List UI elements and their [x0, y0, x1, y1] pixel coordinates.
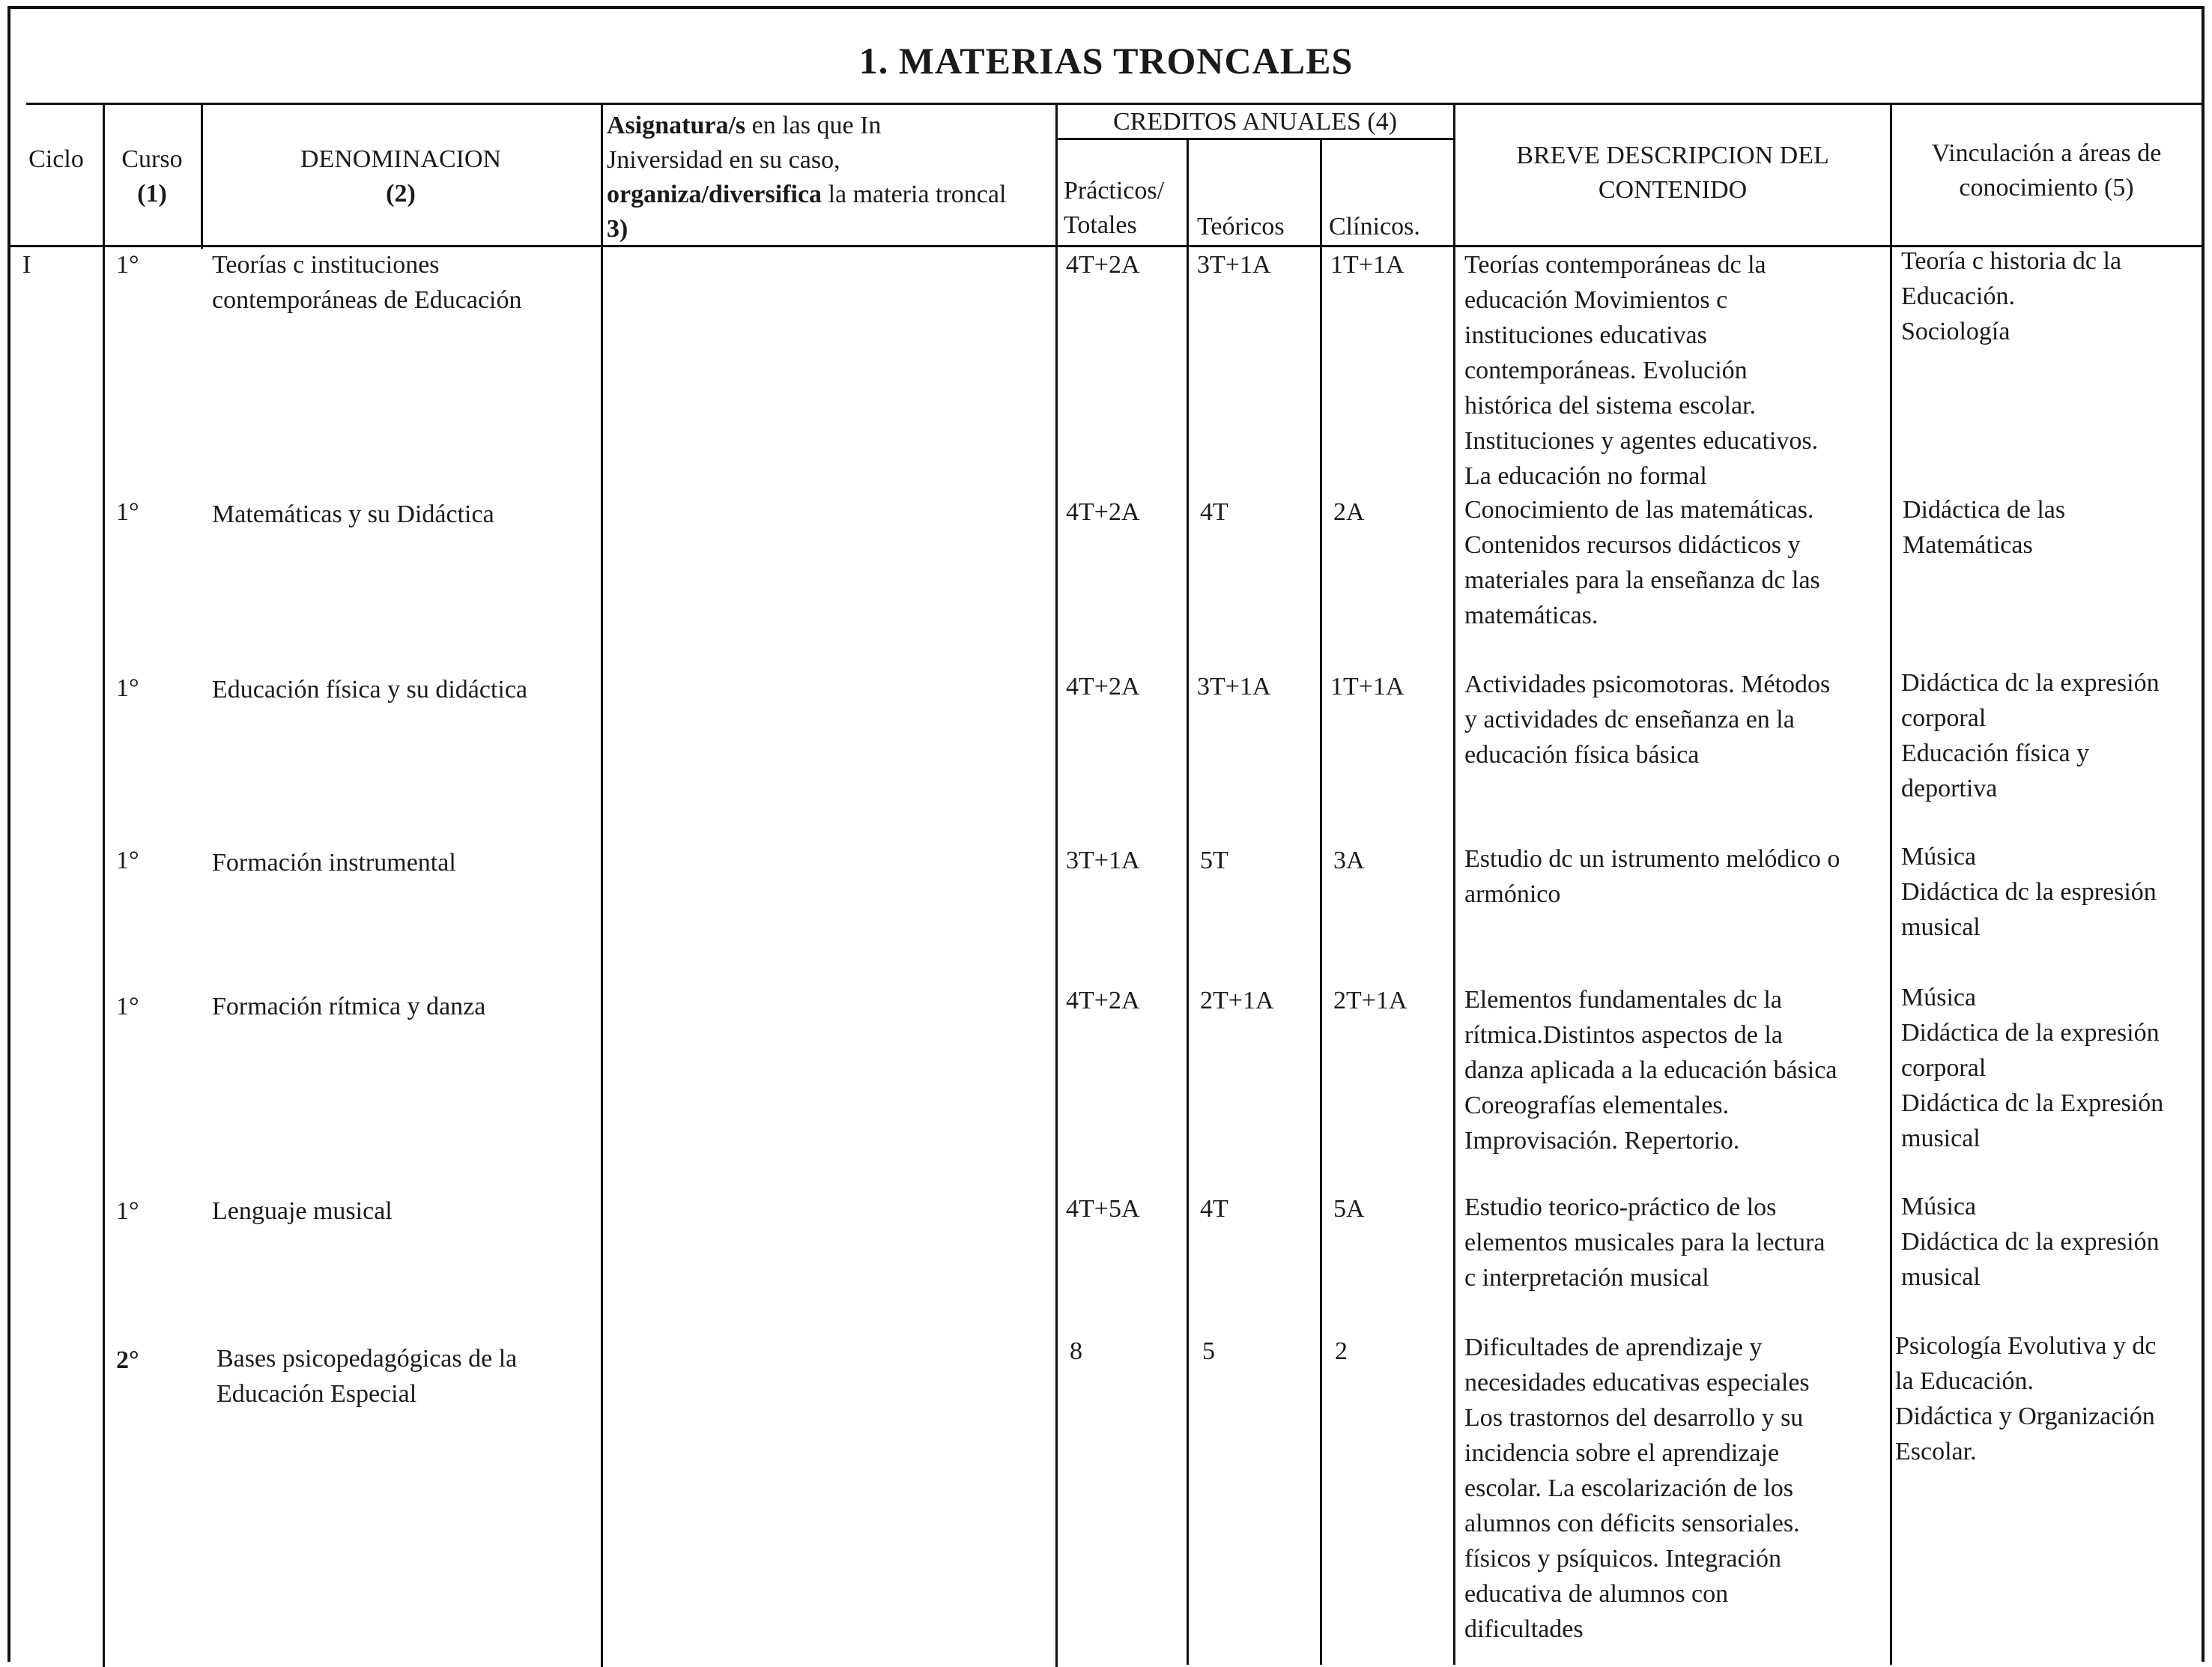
header-creditos-anuales: CREDITOS ANUALES (4): [1112, 108, 1398, 136]
row-6-areas: Música Didáctica dc la expresión musical: [1901, 1193, 2160, 1291]
row-1-creditos-clinicos: 1T+1A: [1330, 251, 1405, 279]
header-curso: [105, 142, 199, 211]
header-vinculacion-line-2: conocimiento (5): [1959, 174, 2134, 202]
header-asignaturas-text-3: la materia troncal: [822, 181, 1007, 208]
row-1-creditos-totales: 4T+2A: [1066, 251, 1140, 279]
row-4-denominacion: Formación instrumental: [212, 849, 456, 877]
header-denominacion-number: (2): [386, 180, 416, 208]
header-teoricos: Teóricos: [1197, 213, 1285, 240]
header-asignaturas: [607, 109, 1050, 246]
row-7-denominacion: Bases psicopedagógicas de la Educación Especial: [216, 1345, 518, 1408]
row-4-creditos-teoricos: 5T: [1200, 847, 1228, 874]
col-divider-areas: [1890, 103, 1892, 1665]
row-7-curso: 2°: [116, 1346, 139, 1374]
row-5-denominacion: Formación rítmica y danza: [212, 993, 486, 1020]
row-2-descripcion: Conocimiento de las matemáticas. Contenidos recursos didácticos y materiales para la enseñanza dc las matemáticas.: [1464, 496, 1820, 629]
row-3-curso: 1°: [116, 674, 139, 702]
header-descripcion-line-1: BREVE DESCRIPCION DEL: [1516, 142, 1829, 169]
header-asignaturas-line-2: Jniversidad en su caso,: [607, 146, 840, 174]
row-3-denominacion: Educación física y su didáctica: [212, 676, 528, 704]
row-4-creditos-totales: 3T+1A: [1066, 847, 1140, 874]
header-practicos-line-2: Totales: [1064, 211, 1137, 239]
row-1-denominacion: Teorías c instituciones contemporáneas de Educación: [212, 251, 522, 314]
row-6-curso: 1°: [116, 1197, 139, 1225]
header-vinculacion-line-1: Vinculación a áreas de: [1931, 139, 2162, 167]
col-divider-asignaturas: [601, 105, 603, 1667]
row-1-creditos-teoricos: 3T+1A: [1197, 251, 1271, 279]
header-asignaturas-line-3: [607, 178, 1050, 212]
row-2-areas: Didáctica de las Matemáticas: [1903, 496, 2066, 559]
row-4-areas: Música Didáctica dc la espresión musical: [1901, 843, 2157, 941]
col-divider-curso: [103, 105, 105, 1667]
row-7-creditos-clinicos: 2: [1335, 1337, 1348, 1365]
header-asignaturas-bold-1: Asignatura/s: [607, 112, 746, 139]
header-denominacion: [202, 142, 599, 211]
col-divider-teoricos: [1187, 140, 1189, 1665]
header-denominacion-label: DENOMINACION: [300, 145, 502, 173]
header-practicos-totales: [1064, 174, 1164, 243]
row-3-creditos-clinicos: 1T+1A: [1330, 673, 1405, 701]
row-1-descripcion: Teorías contemporáneas dc la educación Movimientos c instituciones educativas contemporáneas. Evolución histórica del sistema escolar. Instituciones y agentes educativos. La educación no formal: [1464, 251, 1819, 490]
row-5-creditos-teoricos: 2T+1A: [1200, 987, 1274, 1014]
row-5-creditos-totales: 4T+2A: [1066, 987, 1140, 1014]
header-asignaturas-bold-3: organiza/diversifica: [607, 181, 822, 208]
header-vinculacion: [1893, 136, 2200, 205]
row-3-descripcion: Actividades psicomotoras. Métodos y actividades dc enseñanza en la educación física básica: [1464, 671, 1831, 769]
header-asignaturas-line-4: 3): [607, 215, 628, 243]
row-6-descripcion: Estudio teorico-práctico de los elementos musicales para la lectura c interpretación musical: [1464, 1193, 1825, 1292]
header-asignaturas-line-1: [607, 109, 1050, 143]
row-3-areas: Didáctica dc la expresión corporal Educación física y deportiva: [1901, 669, 2160, 802]
row-1-ciclo: I: [22, 251, 31, 279]
header-descripcion: [1456, 139, 1889, 208]
row-2-creditos-totales: 4T+2A: [1066, 498, 1140, 526]
row-3-creditos-teoricos: 3T+1A: [1197, 673, 1271, 701]
row-7-creditos-totales: 8: [1070, 1337, 1082, 1365]
col-divider-clinicos: [1320, 140, 1322, 1665]
document-title: 1. MATERIAS TRONCALES: [858, 40, 1354, 82]
row-6-creditos-teoricos: 4T: [1200, 1195, 1228, 1223]
row-2-creditos-teoricos: 4T: [1200, 498, 1228, 526]
row-6-creditos-totales: 4T+5A: [1066, 1195, 1140, 1223]
header-curso-label: Curso: [121, 145, 183, 173]
row-2-curso: 1°: [116, 498, 139, 526]
row-3-creditos-totales: 4T+2A: [1066, 673, 1140, 701]
header-curso-number: (1): [137, 180, 167, 208]
header-descripcion-line-2: CONTENIDO: [1598, 176, 1748, 204]
row-7-areas: Psicología Evolutiva y dc la Educación. Didáctica y Organización Escolar.: [1895, 1332, 2157, 1465]
row-5-areas: Música Didáctica de la expresión corporal Didáctica dc la Expresión musical: [1901, 984, 2164, 1152]
row-4-curso: 1°: [116, 847, 139, 874]
row-7-creditos-teoricos: 5: [1202, 1337, 1215, 1365]
header-ciclo: [10, 142, 102, 177]
header-practicos-line-1: Prácticos/: [1064, 177, 1165, 205]
header-ciclo-label: Ciclo: [28, 145, 84, 173]
col-divider-totales: [1055, 105, 1058, 1667]
row-4-creditos-clinicos: 3A: [1333, 847, 1365, 874]
row-4-descripcion: Estudio dc un istrumento melódico o armónico: [1464, 845, 1840, 908]
col-divider-descripcion: [1453, 103, 1455, 1665]
row-5-creditos-clinicos: 2T+1A: [1333, 987, 1408, 1014]
row-5-curso: 1°: [116, 993, 139, 1020]
row-2-creditos-clinicos: 2A: [1333, 498, 1365, 526]
row-1-areas: Teoría c historia dc la Educación. Sociología: [1901, 247, 2122, 345]
row-1-curso: 1°: [116, 251, 139, 279]
row-5-descripcion: Elementos fundamentales dc la rítmica.Distintos aspectos de la danza aplicada a la educación básica Coreografías elementales. Improvisación. Repertorio.: [1464, 986, 1837, 1155]
row-6-creditos-clinicos: 5A: [1333, 1195, 1365, 1223]
header-asignaturas-text-1: en las que In: [745, 112, 882, 139]
row-7-descripcion: Dificultades de aprendizaje y necesidades educativas especiales Los trastornos del desarrollo y su incidencia sobre el aprendizaje escolar. La escolarización de los alumnos con déficits sensoriales. físicos y psíquicos. Integración educativa de alumnos con dificultades: [1464, 1334, 1810, 1643]
header-clinicos: Clínicos.: [1329, 213, 1420, 240]
row-2-denominacion: Matemáticas y su Didáctica: [212, 500, 494, 528]
row-6-denominacion: Lenguaje musical: [212, 1197, 393, 1225]
